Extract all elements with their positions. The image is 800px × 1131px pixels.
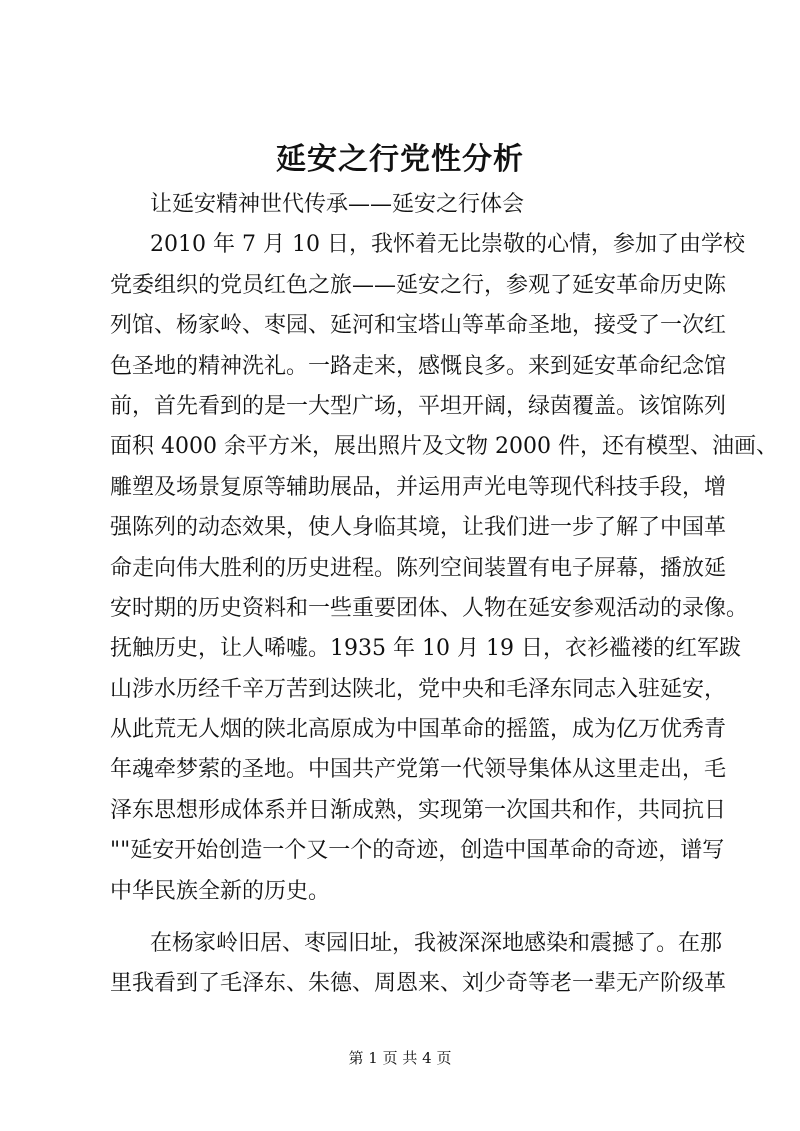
text-line: 列馆、杨家岭、枣园、延河和宝塔山等革命圣地，接受了一次红 [110, 313, 727, 339]
text-line: 命走向伟大胜利的历史进程。陈列空间装置有电子屏幕，播放延 [110, 555, 727, 581]
paragraph-1 [110, 225, 778, 912]
text-line: 雕塑及场景复原等辅助展品，并运用声光电等现代科技手段，增 [110, 474, 727, 500]
paragraph-gap [110, 912, 710, 924]
document-subtitle: 让延安精神世代传承——延安之行体会 [150, 192, 525, 217]
text-line: 山涉水历经千辛万苦到达陕北，党中央和毛泽东同志入驻延安， [110, 676, 727, 702]
text-line: 2010 年 7 月 10 日，我怀着无比崇敬的心情，参加了由学校 [150, 232, 745, 258]
document-title: 延安之行党性分析 [276, 142, 524, 177]
text-line: 党委组织的党员红色之旅——延安之行，参观了延安革命历史陈 [110, 272, 727, 298]
text-line: ""延安开始创造一个又一个的奇迹，创造中国革命的奇迹，谱写 [110, 838, 725, 864]
text-line: 从此荒无人烟的陕北高原成为中国革命的摇篮，成为亿万优秀青 [110, 717, 727, 743]
text-line: 中华民族全新的历史。 [110, 878, 331, 904]
text-line: 安时期的历史资料和一些重要团体、人物在延安参观活动的录像。 [110, 595, 749, 621]
text-line: 里我看到了毛泽东、朱德、周恩来、刘少奇等老一辈无产阶级革 [110, 971, 727, 997]
text-line: 前，首先看到的是一大型广场，平坦开阔，绿茵覆盖。该馆陈列 [110, 393, 727, 419]
text-line: 抚触历史，让人唏嘘。1935 年 10 月 19 日，衣衫褴褛的红军跋 [110, 636, 741, 662]
text-line: 泽东思想形成体系并日渐成熟，实现第一次国共和作，共同抗日 [110, 797, 727, 823]
document-body [110, 185, 778, 1005]
text-line: 色圣地的精神洗礼。一路走来，感慨良多。来到延安革命纪念馆 [110, 353, 727, 379]
page-indicator: 第 1 页 共 4 页 [348, 1049, 452, 1067]
text-line: 面积 4000 余平方米，展出照片及文物 2000 件，还有模型、油画、 [110, 434, 778, 460]
paragraph-2 [110, 924, 727, 1005]
text-line: 在杨家岭旧居、枣园旧址，我被深深地感染和震撼了。在那 [150, 931, 723, 957]
text-line: 强陈列的动态效果，使人身临其境，让我们进一步了解了中国革 [110, 515, 727, 541]
text-line: 年魂牵梦萦的圣地。中国共产党第一代领导集体从这里走出，毛 [110, 757, 727, 783]
